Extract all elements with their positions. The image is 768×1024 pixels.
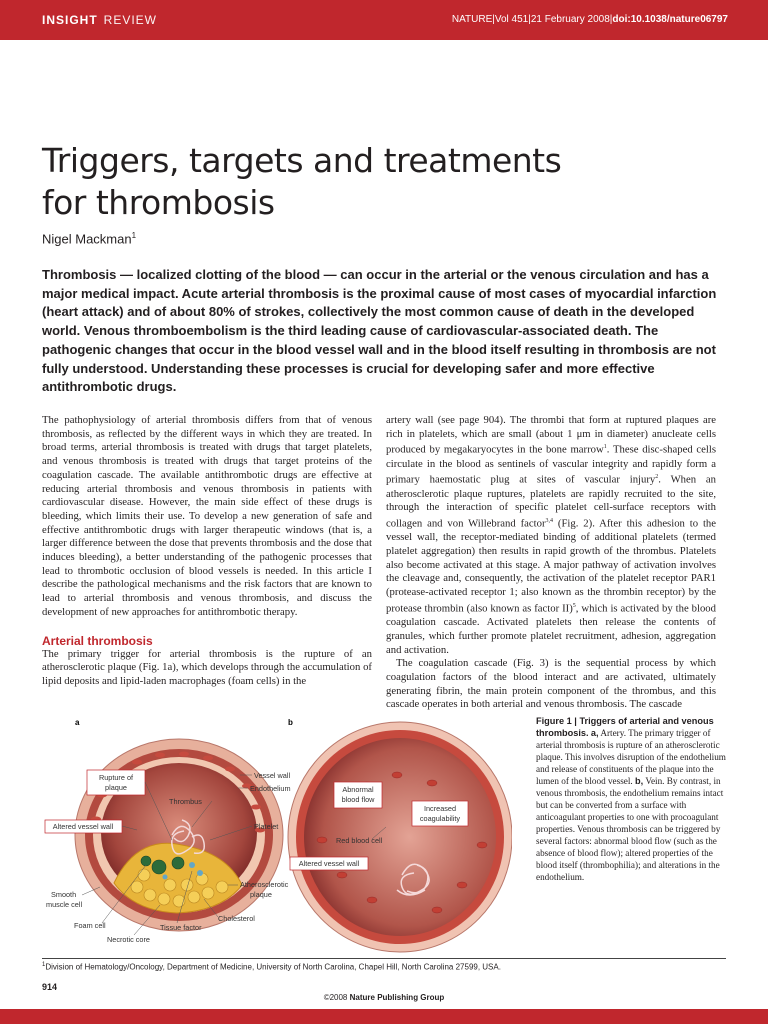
caption-b-text: Vein. By contrast, in venous thrombosis, the endothelium remains intact but can be converted from a surface with anticoagulant properties to one with procoagulant properties. Venous thrombosis can be triggered by several factors: abnormal blood flow (such as the absence of blood flow); altered properties of the blood itself (thrombophilia); and alterations in the endothelium. <box>536 776 724 882</box>
label-red-blood-cell: Red blood cell <box>336 836 383 845</box>
author-line <box>42 231 136 246</box>
label-smooth-2: muscle cell <box>46 900 83 909</box>
publisher-name: Nature Publishing Group <box>349 993 445 1002</box>
body-column-left <box>42 414 372 689</box>
publisher-line <box>0 993 768 1002</box>
author-affiliation-mark: 1 <box>131 231 137 240</box>
kicker-review: REVIEW <box>103 13 158 27</box>
label-tissue-factor: Tissue factor <box>160 923 202 932</box>
article-title: Triggers, targets and treatments for thrombosis <box>42 141 562 222</box>
ref-mark[interactable]: 2 <box>655 474 659 481</box>
label-thrombus: Thrombus <box>169 797 202 806</box>
text-run: artery wall (see page 904). The thrombi that form at ruptured plaques are rich in platelets, which are small (about 1 μm in diameter) anucleate cells produced by megakaryocytes in the bone marrow <box>386 414 716 456</box>
panel-b-label: b <box>288 718 293 727</box>
label-increased-1: Increased <box>423 804 457 813</box>
label-athero-2: plaque <box>250 890 272 899</box>
intro-paragraph: The pathophysiology of arterial thrombosis differs from that of venous thrombosis, as reflected by the different ways in which they are treated. In broad terms, arterial thrombosis is treated with drugs that target platelets, and venous thrombosis is treated with drugs that target proteins of the coagulation cascade. The available antithrombotic drugs are effective at reducing arterial thrombosis and venous thrombosis in patients with cardiovascular disease. However, the main side effect of these drugs is bleeding, which limits their use. To develop a new generation of safe and effective antithrombotic drugs with larger therapeutic windows (that is, a larger difference between the dose that prevents thrombosis and the dose that induces bleeding), a better understanding of the pathogenic processes that lead to thrombotic occlusion of blood vessels is needed. In this article I describe the pathological mechanisms and the risk factors that are known to lead to arterial thrombosis and venous thrombosis, and discuss the development of new approaches for antithrombotic therapy. <box>42 414 372 618</box>
section-kicker <box>42 13 157 27</box>
caption-title: Triggers of arterial and venous thrombosis. <box>536 716 714 738</box>
affiliation-footnote <box>42 962 501 972</box>
page-number: 914 <box>42 982 58 992</box>
coagulation-paragraph: The coagulation cascade (Fig. 3) is the sequential process by which coagulation factors of the blood interact and are activated, ultimately generating fibrin, the main protein component of the thrombus, and this cascade operates in both arterial and venous thrombosis. The cascade <box>386 657 716 711</box>
caption-figure-label: Figure 1 <box>536 716 572 726</box>
panel-a-label: a <box>75 718 80 727</box>
label-smooth-1: Smooth <box>51 890 77 899</box>
text-run: , which is activated by the blood coagulation cascade. Activated platelets then release the contents of granules, which further promote platelet recruitment, adhesion, aggregation and activation. <box>386 602 716 656</box>
label-endothelium: Endothelium <box>250 784 291 793</box>
label-increased-2: coagulability <box>419 814 461 823</box>
footer-bar <box>0 1009 768 1024</box>
label-altered-vessel-wall-b: Altered vessel wall <box>298 859 360 868</box>
doi-link[interactable]: doi:10.1038/nature06797 <box>612 14 728 25</box>
footnote-rule <box>42 958 726 959</box>
journal-citation <box>452 14 728 25</box>
section-heading: Arterial thrombosis <box>42 633 153 648</box>
journal-info: NATURE|Vol 451|21 February 2008| <box>451 14 613 25</box>
ref-mark[interactable]: 3,4 <box>545 518 554 525</box>
label-foam-cell: Foam cell <box>74 921 106 930</box>
caption-b-label: b, <box>635 776 644 786</box>
affiliation-text: Division of Hematology/Oncology, Department of Medicine, University of North Carolina, Chapel Hill, North Carolina 27599, USA. <box>45 962 501 972</box>
arterial-paragraph: The primary trigger for arterial thrombosis is the rupture of an atherosclerotic plaque (Fig. 1a), which develops through the accumulation of lipid deposits and lipid-laden macrophages (foam cells) in the <box>42 647 372 687</box>
copyright: ©2008 <box>323 993 348 1002</box>
label-rupture-2: plaque <box>105 783 127 792</box>
label-necrotic-core: Necrotic core <box>107 935 150 944</box>
figure-1-illustration <box>42 715 512 955</box>
abstract: Thrombosis — localized clotting of the blood — can occur in the arterial or the venous circulation and has a major medical impact. Acute arterial thrombosis is the proximal cause of most cases of myocardial infarction (heart attack) and of about 80% of strokes, collectively the most common cause of death in the developed world. Venous thromboembolism is the third leading cause of cardiovascular-associated death. The pathogenic changes that occur in the blood vessel wall and in the blood itself resulting in thrombosis are not fully understood. Understanding these processes is crucial for developing safer and more effective antithrombotic drugs. <box>42 267 717 395</box>
label-platelet: Platelet <box>254 822 279 831</box>
ref-mark[interactable]: 5 <box>572 602 576 609</box>
label-cholesterol: Cholesterol <box>218 914 255 923</box>
affiliation-mark: 1 <box>42 962 46 968</box>
figure-caption: Figure 1 | Triggers of arterial and venous thrombosis. a, Artery. The primary trigger of arterial thrombosis is rupture of an atherosclerotic plaque. This involves disruption of the endothelium and release of constituents of the plaque into the lumen of the blood vessel. b, Vein. By contrast, in venous thrombosis, the endothelium remains intact but can be converted from a surface with anticoagulant properties to one with procoagulant properties. Venous thrombosis can be triggered by several factors: abnormal blood flow (such as the absence of blood flow); altered properties of the blood itself (thrombophilia); and alterations in the endothelium. <box>536 716 726 882</box>
author-name: Nigel Mackman <box>42 231 132 247</box>
label-altered-vessel-wall-a: Altered vessel wall <box>52 822 114 831</box>
caption-a-label: a, <box>590 728 599 738</box>
label-abnormal-2: blood flow <box>341 795 375 804</box>
label-abnormal-1: Abnormal <box>342 785 374 794</box>
vein-drawing <box>288 722 512 952</box>
body-column-right <box>386 414 716 712</box>
kicker-insight: INSIGHT <box>42 13 98 27</box>
label-vessel-wall: Vessel wall <box>254 771 291 780</box>
ref-mark[interactable]: 1 <box>603 444 607 451</box>
text-run: (Fig. 2). After this adhesion to the vessel wall, the receptor-mediated binding of additional platelets (termed platelet aggregation) then results in rapid growth of the thrombus. Platelets also become activated at this stage. A major pathway of activation involves the cleavage and, consequently, the activation of the platelet receptor PAR1 (protease-activated receptor 1; also known as the thrombin receptor) by the protease thrombin (also known as factor II) <box>386 517 716 615</box>
artery-drawing <box>45 739 291 944</box>
text-run: . When an atherosclerotic plaque ruptures, platelets are rapidly recruited to the site, through the interaction of specific platelet cell-surface receptors with collagen and von Willebrand factor <box>386 473 716 530</box>
caption-a-text: Artery. The primary trigger of arterial thrombosis is rupture of an atherosclerotic plaque. This involves disruption of the endothelium and release of constituents of the plaque into the lumen of the blood vessel. <box>536 728 726 786</box>
label-athero-1: Atherosclerotic <box>240 880 289 889</box>
text-run: . These disc-shaped cells circulate in the blood as sentinels of vascular integrity and rapidly form a primary haemostatic plug at sites of vascular injury <box>386 443 716 486</box>
label-rupture-1: Rupture of <box>98 773 134 782</box>
platelet-paragraph <box>386 414 716 657</box>
